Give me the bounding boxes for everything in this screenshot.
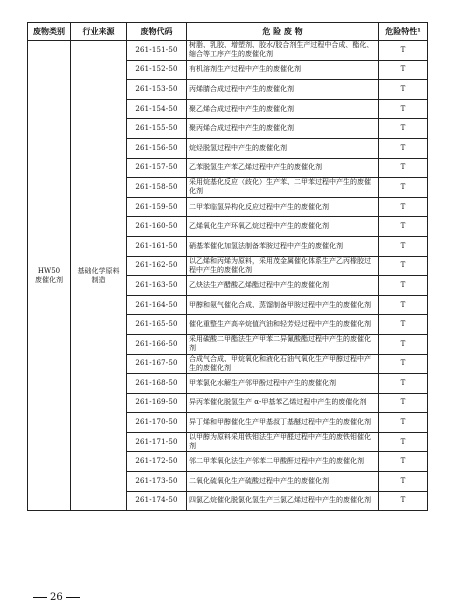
waste-code-cell: 261-158-50: [127, 178, 187, 198]
hazard-property-cell: T: [379, 374, 428, 394]
waste-description-cell: 聚丙烯合成过程中产生的废催化剂: [187, 119, 379, 139]
waste-description-cell: 催化重整生产高辛烷值汽油和轻芳烃过程中产生的废催化剂: [187, 315, 379, 335]
waste-description-cell: 甲苯氯化水解生产邻甲酚过程中产生的废催化剂: [187, 374, 379, 394]
waste-code-cell: 261-154-50: [127, 99, 187, 119]
waste-description-cell: 以甲醇为原料采用铁钼法生产甲醛过程中产生的废铁钼催化剂: [187, 432, 379, 452]
hazard-property-cell: T: [379, 334, 428, 354]
waste-description-cell: 四氯乙烷催化脱氯化氢生产三氯乙烯过程中产生的废催化剂: [187, 491, 379, 511]
hazard-property-cell: T: [379, 197, 428, 217]
waste-code-cell: 261-170-50: [127, 413, 187, 433]
page-footer: [33, 592, 80, 603]
waste-description-cell: 合成气合成、甲烷氧化和液化石油气氧化生产甲醇过程中产生的废催化剂: [187, 354, 379, 374]
hazard-property-cell: T: [379, 491, 428, 511]
header-hazardous-waste: 危 险 废 物: [187, 23, 379, 41]
waste-code-cell: 261-160-50: [127, 217, 187, 237]
hazard-property-cell: T: [379, 60, 428, 80]
waste-code-cell: 261-166-50: [127, 334, 187, 354]
waste-code-cell: 261-153-50: [127, 80, 187, 100]
waste-code-cell: 261-172-50: [127, 452, 187, 472]
header-waste-category: 废物类别: [28, 23, 71, 41]
hazard-property-cell: T: [379, 119, 428, 139]
waste-description-cell: 采用烷基化反应（歧化）生产苯、二甲苯过程中产生的废催化剂: [187, 178, 379, 198]
hazard-property-cell: T: [379, 413, 428, 433]
waste-description-cell: 有机溶剂生产过程中产生的废催化剂: [187, 60, 379, 80]
hazard-property-cell: T: [379, 99, 428, 119]
waste-code-cell: 261-155-50: [127, 119, 187, 139]
hazard-property-cell: T: [379, 80, 428, 100]
hazard-property-cell: T: [379, 295, 428, 315]
waste-code-cell: 261-157-50: [127, 158, 187, 178]
hazard-property-cell: T: [379, 276, 428, 296]
hazard-property-cell: T: [379, 158, 428, 178]
hazard-property-cell: T: [379, 452, 428, 472]
hazard-property-cell: T: [379, 217, 428, 237]
waste-description-cell: 丙烯腈合成过程中产生的废催化剂: [187, 80, 379, 100]
hazard-property-cell: T: [379, 393, 428, 413]
waste-description-cell: 二甲苯临氢异构化反应过程中产生的废催化剂: [187, 197, 379, 217]
hazard-property-cell: T: [379, 236, 428, 256]
hazard-property-cell: T: [379, 41, 428, 61]
waste-description-cell: 邻二甲苯氧化法生产邻苯二甲酸酐过程中产生的废催化剂: [187, 452, 379, 472]
waste-description-cell: 乙苯脱氢生产苯乙烯过程中产生的废催化剂: [187, 158, 379, 178]
waste-code-cell: 261-161-50: [127, 236, 187, 256]
waste-description-cell: 异丁烯和甲醇催化生产甲基叔丁基醚过程中产生的废催化剂: [187, 413, 379, 433]
waste-code-cell: 261-173-50: [127, 472, 187, 492]
industry-source-cell: 基础化学原料 制造: [71, 41, 127, 511]
footer-dash-left: [33, 597, 47, 598]
waste-code-cell: 261-152-50: [127, 60, 187, 80]
table-row: [28, 41, 428, 61]
waste-description-cell: 树脂、乳胶、增塑剂、胶水/胶合剂生产过程中合成、酯化、缩合等工序产生的废催化剂: [187, 41, 379, 61]
waste-description-cell: 聚乙烯合成过程中产生的废催化剂: [187, 99, 379, 119]
header-waste-code: 废物代码: [127, 23, 187, 41]
waste-description-cell: 以乙烯和丙烯为原料，采用茂金属催化体系生产乙丙橡胶过程中产生的废催化剂: [187, 256, 379, 276]
hazardous-waste-table: [27, 22, 428, 511]
waste-code-cell: 261-164-50: [127, 295, 187, 315]
header-industry-source: 行业来源: [71, 23, 127, 41]
hazard-property-cell: T: [379, 256, 428, 276]
waste-category-cell: HW50 废催化剂: [28, 41, 71, 511]
hazard-property-cell: T: [379, 472, 428, 492]
waste-code-cell: 261-156-50: [127, 138, 187, 158]
waste-description-cell: 二氧化硫氧化生产硫酸过程中产生的废催化剂: [187, 472, 379, 492]
waste-code-cell: 261-163-50: [127, 276, 187, 296]
waste-code-cell: 261-169-50: [127, 393, 187, 413]
page-number: 26: [50, 592, 63, 603]
waste-code-cell: 261-151-50: [127, 41, 187, 61]
waste-description-cell: 甲醇和氨气催化合成、蒸馏制备甲胺过程中产生的废催化剂: [187, 295, 379, 315]
waste-code-cell: 261-159-50: [127, 197, 187, 217]
waste-code-cell: 261-167-50: [127, 354, 187, 374]
waste-code-cell: 261-168-50: [127, 374, 187, 394]
hazard-property-cell: T: [379, 432, 428, 452]
waste-code-cell: 261-162-50: [127, 256, 187, 276]
waste-description-cell: 乙炔法生产醋酸乙烯酯过程中产生的废催化剂: [187, 276, 379, 296]
hazard-property-cell: T: [379, 315, 428, 335]
waste-code-cell: 261-171-50: [127, 432, 187, 452]
hazard-property-cell: T: [379, 138, 428, 158]
waste-description-cell: 硝基苯催化加氢法制备苯胺过程中产生的废催化剂: [187, 236, 379, 256]
table-header-row: [28, 23, 428, 41]
waste-description-cell: 采用碳酸二甲酯法生产甲苯二异氰酸酯过程中产生的废催化剂: [187, 334, 379, 354]
waste-description-cell: 异丙苯催化脱氢生产 α-甲基苯乙烯过程中产生的废催化剂: [187, 393, 379, 413]
waste-description-cell: 烷烃脱氢过程中产生的废催化剂: [187, 138, 379, 158]
table-body: [28, 41, 428, 511]
hazard-property-cell: T: [379, 354, 428, 374]
waste-code-cell: 261-174-50: [127, 491, 187, 511]
waste-description-cell: 乙烯氧化生产环氧乙烷过程中产生的废催化剂: [187, 217, 379, 237]
header-hazard-property: 危险特性¹: [379, 23, 428, 41]
waste-code-cell: 261-165-50: [127, 315, 187, 335]
hazard-property-cell: T: [379, 178, 428, 198]
footer-dash-right: [66, 597, 80, 598]
